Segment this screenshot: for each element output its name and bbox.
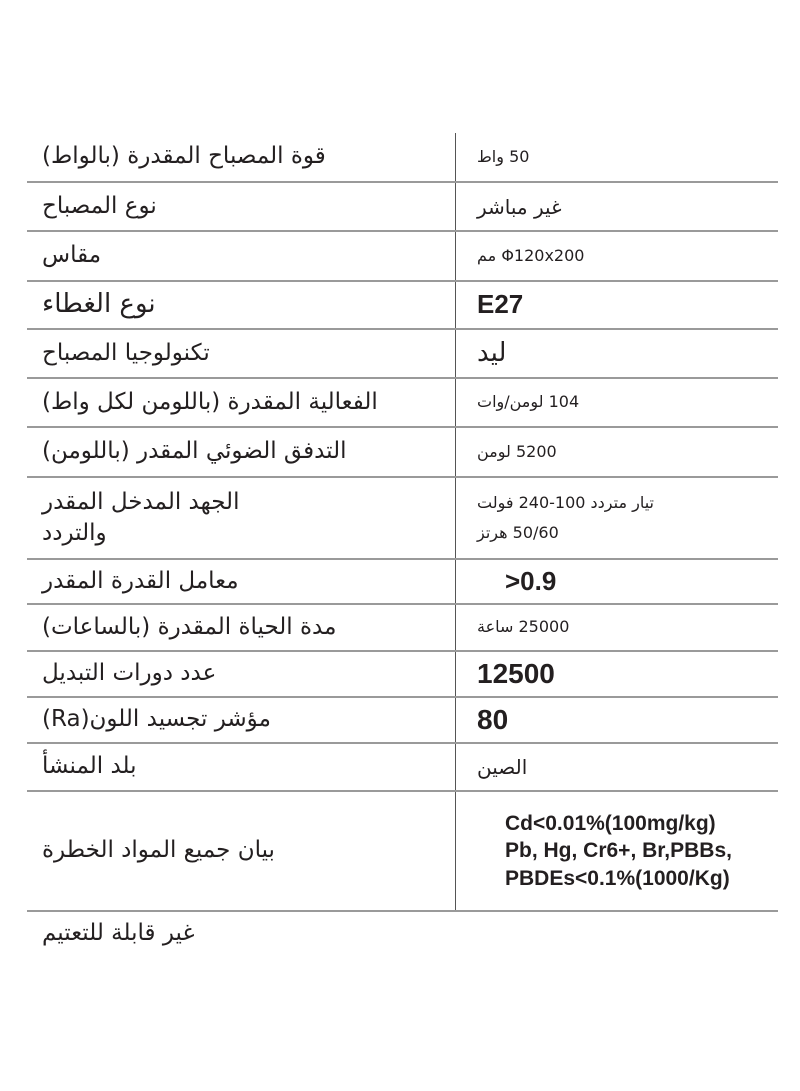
spec-value-line: Pb, Hg, Cr6+, Br,PBBs, [505, 839, 732, 863]
spec-label: مقاس [42, 242, 102, 269]
spec-value [477, 792, 800, 910]
spec-label: نوع الغطاء [42, 289, 156, 320]
spec-row-wattage [27, 133, 778, 183]
spec-label [42, 478, 442, 558]
spec-row-lifetime [27, 605, 778, 652]
spec-value-line: 50/60 هرتز [477, 523, 559, 542]
spec-label-line: الجهد المدخل المقدر [42, 488, 240, 515]
spec-row-luminous-flux [27, 428, 778, 478]
spec-row-size [27, 232, 778, 282]
spec-label: تكنولوجيا المصباح [42, 339, 210, 366]
spec-label: الفعالية المقدرة (باللومن لكل واط) [42, 388, 378, 415]
spec-label: مؤشر تجسيد اللون(Ra) [42, 706, 271, 733]
spec-label-line: والتردد [42, 520, 107, 546]
spec-value: 5200 لومن [477, 441, 557, 461]
spec-value: 80 [477, 704, 509, 736]
spec-value: 12500 [477, 658, 555, 690]
spec-value: الصين [477, 755, 528, 779]
spec-label: التدفق الضوئي المقدر (باللومن) [42, 438, 347, 465]
spec-value-line: Cd<0.01%(100mg/kg) [505, 812, 716, 836]
spec-value-line: PBDEs<0.1%(1000/Kg) [505, 866, 730, 890]
spec-value-line: تيار متردد 100-240 فولت [477, 492, 654, 512]
spec-row-technology [27, 330, 778, 379]
spec-row-hazardous-substances [27, 792, 778, 912]
spec-row-lamp-type [27, 183, 778, 232]
spec-value: Φ120x200 مم [477, 245, 585, 265]
spec-value: 104 لومن/وات [477, 392, 580, 412]
spec-value: >0.9 [505, 565, 557, 596]
spec-label: بيان جميع المواد الخطرة [42, 837, 275, 864]
spec-row-input-voltage [27, 478, 778, 560]
spec-value: 25000 ساعة [477, 617, 570, 637]
spec-value: ليد [477, 337, 507, 368]
spec-row-cap-type [27, 282, 778, 330]
spec-label: معامل القدرة المقدر [42, 567, 239, 594]
spec-value: غير مباشر [477, 194, 562, 219]
spec-row-cri [27, 698, 778, 744]
spec-label: مدة الحياة المقدرة (بالساعات) [42, 613, 337, 640]
spec-row-power-factor [27, 560, 778, 605]
spec-row-efficacy [27, 379, 778, 428]
spec-label: بلد المنشأ [42, 753, 137, 780]
spec-value: 50 واط [477, 146, 530, 166]
footer-note: غير قابلة للتعتيم [42, 920, 195, 946]
spec-label: نوع المصباح [42, 192, 157, 219]
spec-label: عدد دورات التبديل [42, 660, 217, 687]
spec-row-switching-cycles [27, 652, 778, 698]
spec-value: E27 [477, 289, 524, 320]
spec-value [477, 478, 772, 558]
spec-label: قوة المصباح المقدرة (بالواط) [42, 143, 326, 170]
spec-row-origin [27, 744, 778, 792]
